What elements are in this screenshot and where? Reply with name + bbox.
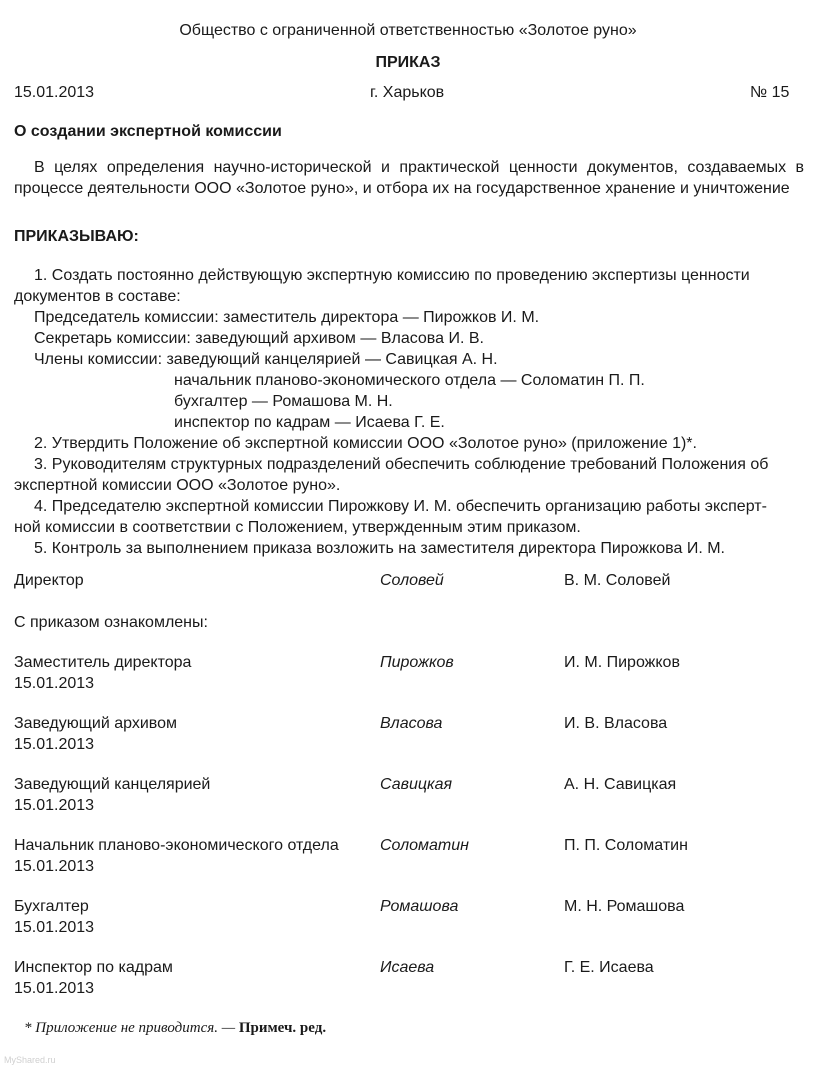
- signer-date: 15.01.2013: [14, 980, 95, 997]
- signer-position: Инспектор по кадрам: [14, 959, 173, 976]
- director-signature: Соловей: [380, 572, 444, 589]
- signer-signature: Пирожков: [380, 654, 454, 671]
- item-5: 5. Контроль за выполнением приказа возложить на заместителя директора Пирожкова И. М.: [34, 540, 725, 557]
- item-2: 2. Утвердить Положение об экспертной комиссии ООО «Золотое руно» (приложение 1)*.: [34, 435, 697, 452]
- item-1-line-2: документов в составе:: [14, 288, 181, 305]
- footnote-editor-note: Примеч. ред.: [238, 1020, 327, 1036]
- signer-position: Бухгалтер: [14, 898, 89, 915]
- signer-signature: Соломатин: [380, 837, 469, 854]
- signer-position: Заместитель директора: [14, 654, 192, 671]
- item-1-line-1: 1. Создать постоянно действующую экспертную комиссию по проведению экспертизы ценности: [34, 267, 750, 284]
- footnote-text: * Приложение не приводится. —: [24, 1020, 236, 1036]
- signer-date: 15.01.2013: [14, 675, 95, 692]
- order-subject: О создании экспертной комиссии: [14, 123, 282, 140]
- item-3-line-2: экспертной комиссии ООО «Золотое руно».: [14, 477, 341, 494]
- preamble-paragraph: В целях определения научно-исторической и практической ценности документов, создаваемых в процессе деятельности ООО «Золотое руно», и отбора их на государственное хранение и уничтожение: [14, 159, 804, 197]
- commission-member: бухгалтер — Ромашова М. Н.: [174, 393, 393, 410]
- signer-name: М. Н. Ромашова: [564, 898, 685, 915]
- director-position: Директор: [14, 572, 84, 589]
- document-title: ПРИКАЗ: [375, 54, 441, 71]
- signer-name: И. М. Пирожков: [564, 654, 680, 671]
- director-signature-row: [14, 572, 804, 614]
- organization-name: Общество с ограниченной ответственностью «Золотое руно»: [179, 22, 637, 39]
- commission-member: инспектор по кадрам — Исаева Г. Е.: [174, 414, 445, 431]
- signer-date: 15.01.2013: [14, 797, 95, 814]
- order-date: 15.01.2013: [14, 84, 95, 101]
- signer-position: Начальник планово-экономического отдела: [14, 837, 339, 854]
- item-4-line-2: ной комиссии в соответствии с Положением, утвержденным этим приказом.: [14, 519, 581, 536]
- signer-signature: Исаева: [380, 959, 435, 976]
- signer-signature: Ромашова: [380, 898, 459, 915]
- signer-date: 15.01.2013: [14, 736, 95, 753]
- order-city: г. Харьков: [370, 84, 445, 101]
- signer-name: Г. Е. Исаева: [564, 959, 654, 976]
- acquaintance-row: [14, 776, 804, 818]
- acquaintance-row: [14, 837, 804, 879]
- order-keyword: ПРИКАЗЫВАЮ:: [14, 228, 139, 245]
- watermark: MyShared.ru: [4, 1055, 56, 1065]
- editor-footnote: [24, 1020, 326, 1037]
- signer-name: П. П. Соломатин: [564, 837, 688, 854]
- signer-name: И. В. Власова: [564, 715, 668, 732]
- signer-position: Заведующий канцелярией: [14, 776, 211, 793]
- acquaintance-row: [14, 654, 804, 696]
- signer-signature: Власова: [380, 715, 443, 732]
- director-name: В. М. Соловей: [564, 572, 671, 589]
- commission-chairman: Председатель комиссии: заместитель директора — Пирожков И. М.: [34, 309, 540, 326]
- acquaintance-row: [14, 898, 804, 940]
- commission-secretary: Секретарь комиссии: заведующий архивом — Власова И. В.: [34, 330, 484, 347]
- signer-date: 15.01.2013: [14, 919, 95, 936]
- item-3-line-1: 3. Руководителям структурных подразделений обеспечить соблюдение требований Положения об: [34, 456, 769, 473]
- acquainted-label: С приказом ознакомлены:: [14, 614, 208, 631]
- commission-member: Члены комиссии: заведующий канцелярией — Савицкая А. Н.: [34, 351, 498, 368]
- item-4-line-1: 4. Председателю экспертной комиссии Пирожкову И. М. обеспечить организацию работы эксперт-: [34, 498, 767, 515]
- acquaintance-row: [14, 715, 804, 757]
- signer-signature: Савицкая: [380, 776, 453, 793]
- signer-position: Заведующий архивом: [14, 715, 178, 732]
- order-number: № 15: [750, 84, 790, 101]
- acquaintance-row: [14, 959, 804, 1001]
- signer-name: А. Н. Савицкая: [564, 776, 677, 793]
- signer-date: 15.01.2013: [14, 858, 95, 875]
- commission-member: начальник планово-экономического отдела — Соломатин П. П.: [174, 372, 645, 389]
